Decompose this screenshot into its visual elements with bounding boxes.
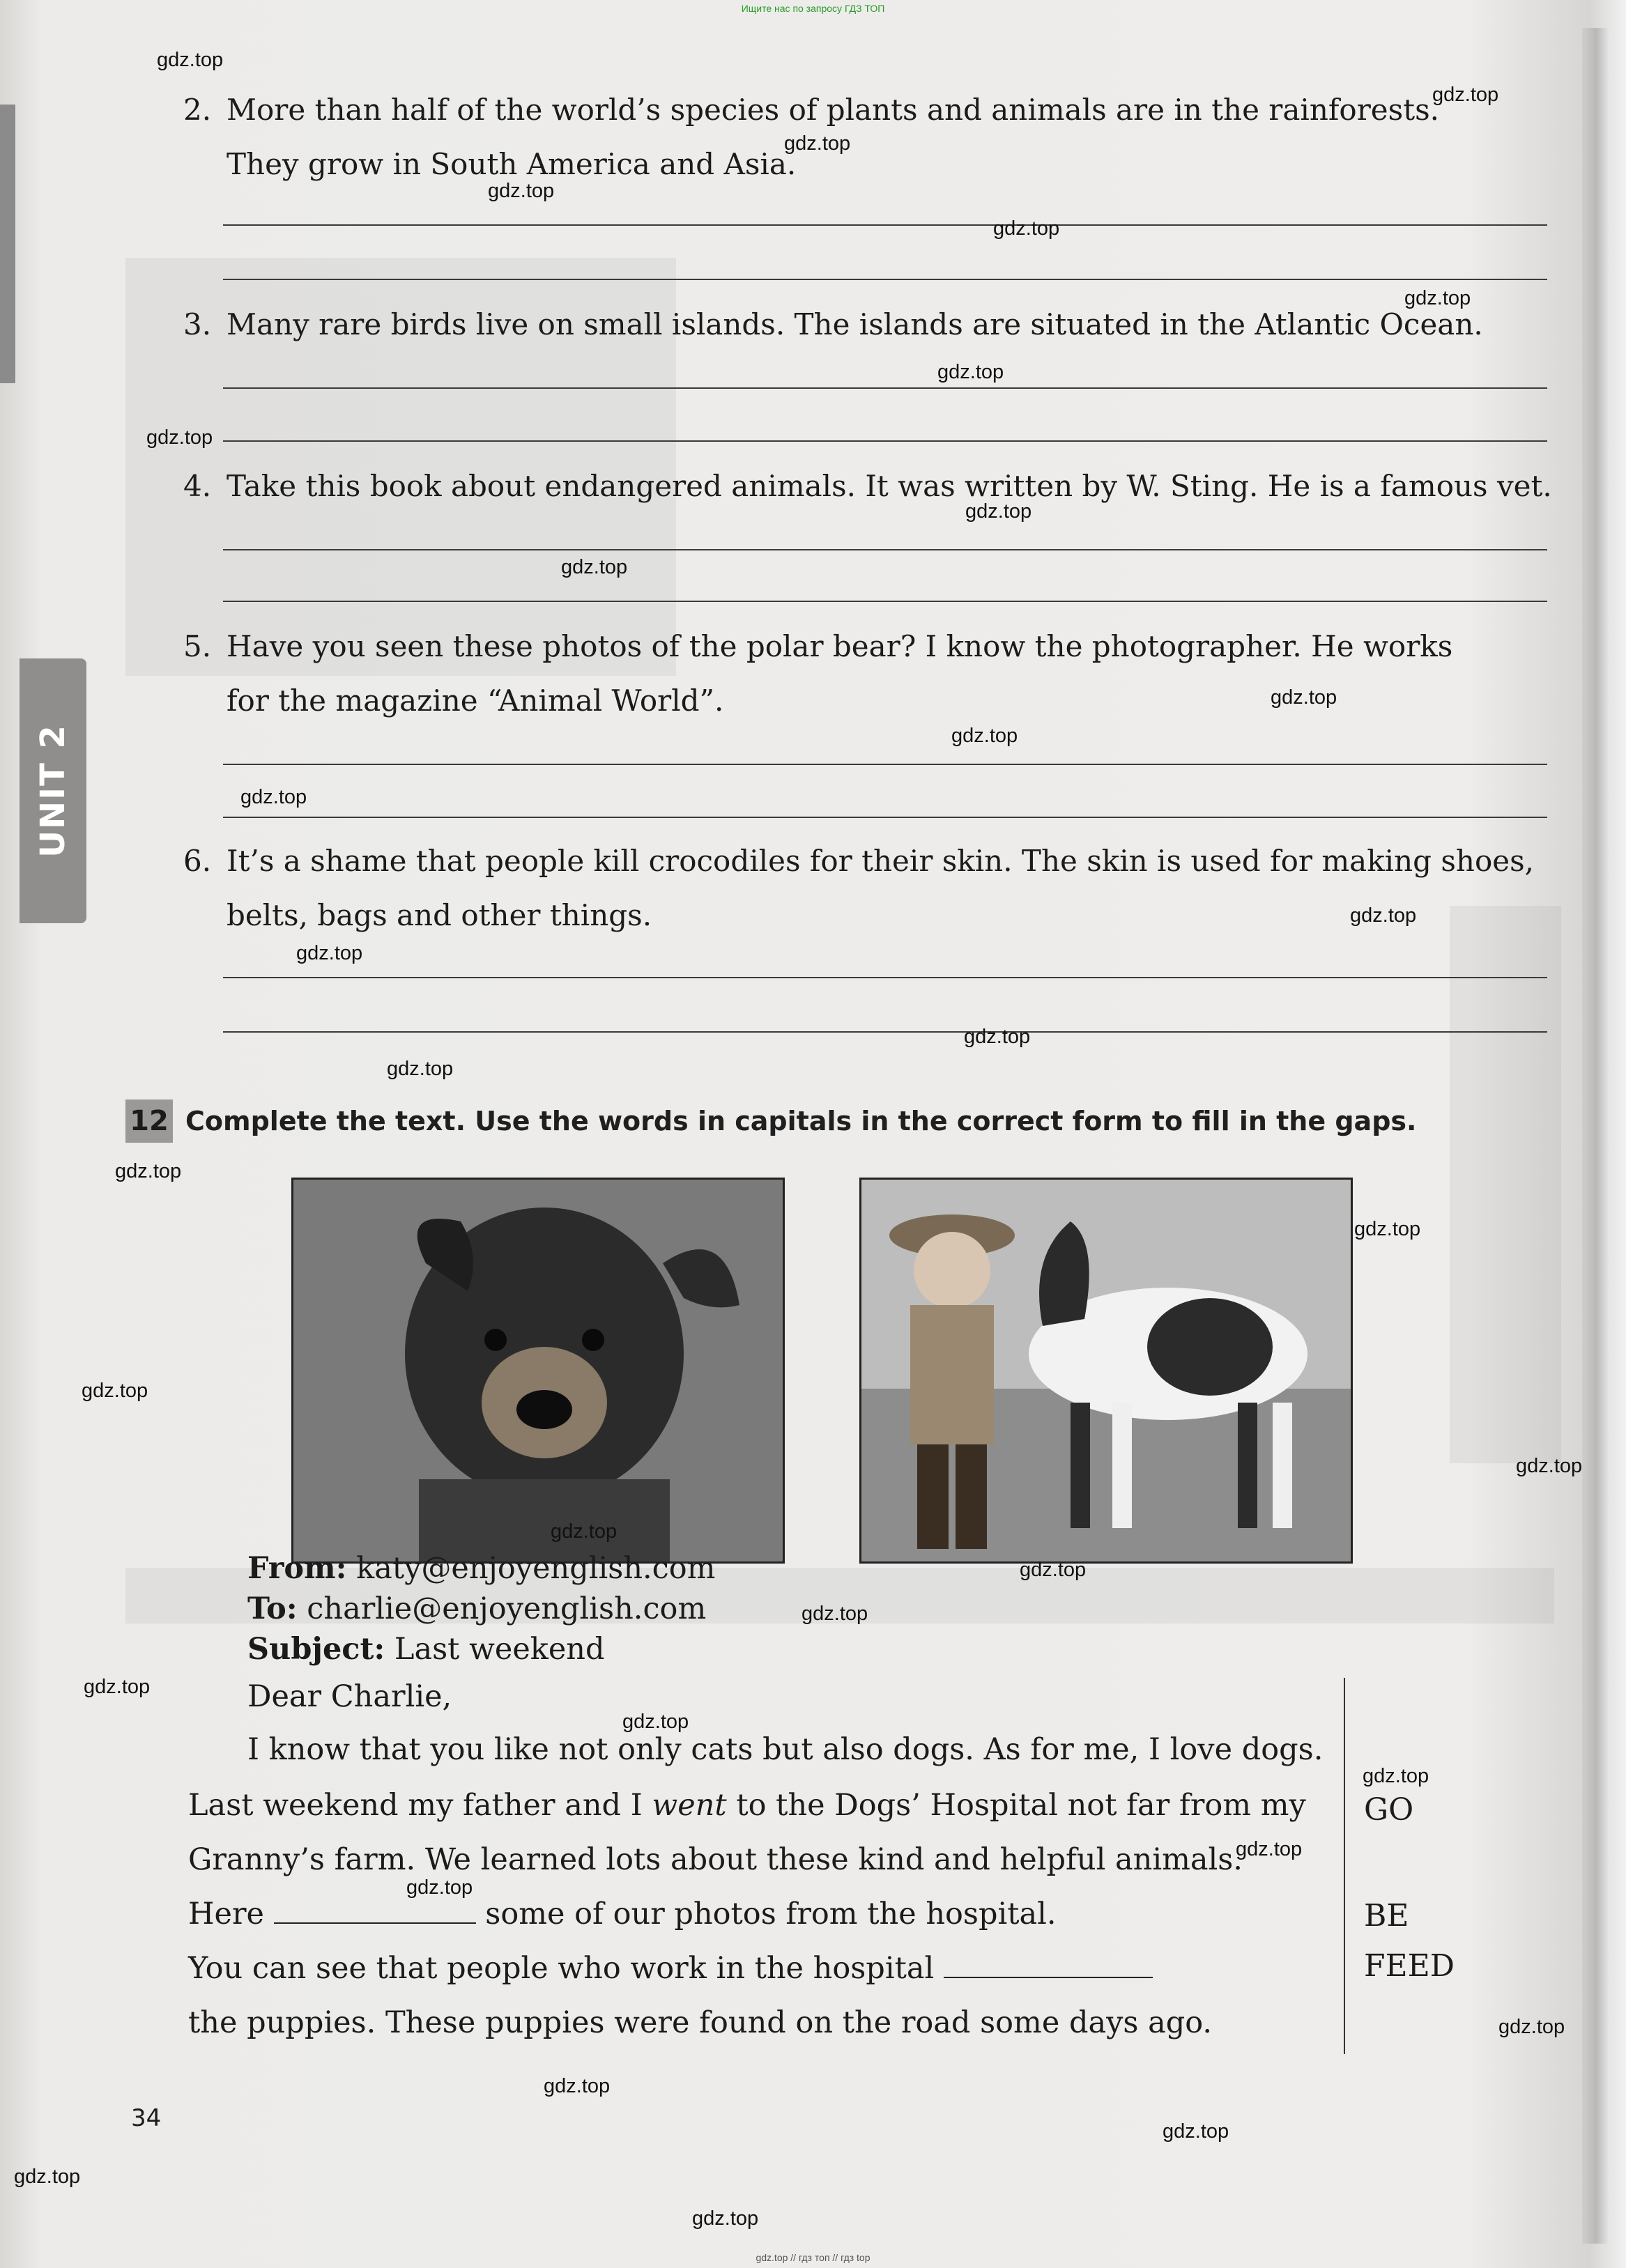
page-edge bbox=[1582, 28, 1610, 2244]
to-label: To: bbox=[247, 1591, 298, 1626]
email-from bbox=[247, 1548, 715, 1589]
answer-line[interactable] bbox=[223, 440, 1547, 442]
item-continuation: for the magazine “Animal World”. bbox=[227, 684, 724, 718]
watermark: gdz.top bbox=[1163, 2120, 1229, 2143]
text-part: You can see that people who work in the hospital bbox=[188, 1951, 935, 1986]
watermark: gdz.top bbox=[951, 725, 1018, 747]
email-line-6: the puppies. These puppies were found on the road some days ago. bbox=[188, 2005, 1213, 2040]
watermark: gdz.top bbox=[993, 217, 1060, 240]
item-text: More than half of the world’s species of plants and animals are in the rainforests. bbox=[227, 93, 1439, 127]
task-number-badge: 12 bbox=[125, 1100, 173, 1143]
item-continuation: belts, bags and other things. bbox=[227, 898, 652, 932]
from-label: From: bbox=[247, 1551, 347, 1586]
email-line-1: I know that you like not only cats but also dogs. As for me, I love dogs. bbox=[247, 1732, 1324, 1767]
fill-gap-be[interactable] bbox=[274, 1915, 476, 1924]
watermark: gdz.top bbox=[551, 1520, 618, 1543]
capital-word-be: BE bbox=[1364, 1898, 1409, 1934]
binding-spine bbox=[0, 105, 15, 383]
watermark: gdz.top bbox=[82, 1380, 148, 1402]
ghost-image bbox=[1450, 906, 1561, 1463]
puppy-illustration bbox=[293, 1180, 783, 1561]
watermark: gdz.top bbox=[157, 49, 224, 71]
watermark: gdz.top bbox=[622, 1711, 689, 1733]
answer-line[interactable] bbox=[223, 764, 1547, 765]
unit-tab-label: UNIT 2 bbox=[33, 724, 73, 858]
to-address: charlie@enjoyenglish.com bbox=[307, 1591, 707, 1626]
watermark: gdz.top bbox=[240, 786, 307, 808]
item-text: Take this book about endangered animals. It was written by W. Sting. He is a famous vet. bbox=[227, 469, 1552, 503]
watermark: gdz.top bbox=[802, 1603, 868, 1625]
watermark: gdz.top bbox=[488, 180, 555, 202]
answer-line[interactable] bbox=[223, 601, 1547, 602]
watermark: gdz.top bbox=[1271, 686, 1337, 709]
watermark: gdz.top bbox=[1236, 1838, 1303, 1860]
item-continuation: They grow in South America and Asia. bbox=[227, 147, 797, 181]
page-number: 34 bbox=[131, 2104, 162, 2132]
watermark: gdz.top bbox=[1350, 904, 1417, 927]
watermark: gdz.top bbox=[937, 361, 1004, 383]
item-text: Many rare birds live on small islands. The islands are situated in the Atlantic Ocean. bbox=[227, 307, 1483, 341]
email-line-5 bbox=[188, 1948, 1153, 1989]
answer-line[interactable] bbox=[223, 387, 1547, 389]
item-number: 4. bbox=[183, 469, 212, 503]
watermark: gdz.top bbox=[387, 1058, 454, 1080]
watermark: gdz.top bbox=[146, 426, 213, 449]
task-instruction: Complete the text. Use the words in capitals in the correct form to fill in the gaps. bbox=[185, 1106, 1417, 1136]
watermark: gdz.top bbox=[1516, 1455, 1583, 1477]
email-line-2 bbox=[188, 1785, 1306, 1826]
watermark: gdz.top bbox=[561, 556, 628, 578]
puppy-photo bbox=[291, 1178, 785, 1564]
email-to bbox=[247, 1589, 706, 1629]
unit-tab bbox=[20, 658, 86, 923]
email-line-4 bbox=[188, 1894, 1057, 1934]
from-address: katy@enjoyenglish.com bbox=[356, 1551, 716, 1586]
answer-line[interactable] bbox=[223, 817, 1547, 818]
watermark: gdz.top bbox=[784, 132, 851, 155]
watermark: gdz.top bbox=[1363, 1765, 1429, 1787]
email-greeting: Dear Charlie, bbox=[247, 1679, 452, 1714]
item-number: 2. bbox=[183, 93, 212, 127]
email-line-3: Granny’s farm. We learned lots about these kind and helpful animals. bbox=[188, 1842, 1243, 1877]
watermark: gdz.top bbox=[14, 2166, 81, 2188]
fill-gap-feed[interactable] bbox=[944, 1970, 1153, 1978]
subject-value: Last weekend bbox=[394, 1632, 605, 1667]
exercise-item-4 bbox=[183, 460, 1552, 513]
item-number: 3. bbox=[183, 307, 212, 341]
girl-and-pony-photo bbox=[859, 1178, 1353, 1564]
answer-line[interactable] bbox=[223, 279, 1547, 280]
watermark: gdz.top bbox=[84, 1676, 151, 1698]
watermark: gdz.top bbox=[406, 1876, 473, 1899]
watermark: gdz.top bbox=[544, 2075, 611, 2097]
answer-line[interactable] bbox=[223, 977, 1547, 978]
capital-word-feed: FEED bbox=[1364, 1948, 1455, 1984]
watermark: gdz.top bbox=[1432, 84, 1499, 106]
exercise-item-3 bbox=[183, 298, 1483, 351]
watermark: gdz.top bbox=[1404, 287, 1471, 309]
text-part: some of our photos from the hospital. bbox=[475, 1897, 1057, 1931]
example-answer: went bbox=[652, 1788, 727, 1823]
task-12-header bbox=[125, 1100, 1416, 1143]
email-subject bbox=[247, 1629, 605, 1669]
subject-label: Subject: bbox=[247, 1632, 385, 1667]
item-text: Have you seen these photos of the polar bear? I know the photographer. He works bbox=[227, 629, 1453, 663]
answer-line[interactable] bbox=[223, 549, 1547, 550]
exercise-item-5 bbox=[183, 620, 1452, 673]
watermark: gdz.top bbox=[964, 1026, 1031, 1048]
watermark: gdz.top bbox=[692, 2207, 759, 2230]
answer-line[interactable] bbox=[223, 1031, 1547, 1033]
exercise-item-2 bbox=[183, 84, 1439, 137]
watermark: gdz.top bbox=[1354, 1218, 1421, 1240]
answer-line[interactable] bbox=[223, 224, 1547, 226]
item-number: 5. bbox=[183, 629, 212, 663]
capitals-divider bbox=[1344, 1678, 1345, 2054]
top-banner: Ищите нас по запросу ГДЗ ТОП bbox=[741, 3, 885, 14]
text-part: Last weekend my father and I bbox=[188, 1788, 652, 1823]
girl-pony-illustration bbox=[861, 1180, 1351, 1561]
text-part: to the Dogs’ Hospital not far from my bbox=[726, 1788, 1306, 1823]
text-part: Here bbox=[188, 1897, 274, 1931]
watermark: gdz.top bbox=[1498, 2016, 1565, 2038]
watermark: gdz.top bbox=[296, 942, 363, 964]
watermark: gdz.top bbox=[965, 500, 1032, 523]
bottom-banner: gdz.top // гдз топ // гдз top bbox=[756, 2252, 870, 2263]
capital-word-go: GO bbox=[1364, 1792, 1414, 1828]
item-text: It’s a shame that people kill crocodiles for their skin. The skin is used for making shoes, bbox=[227, 844, 1535, 878]
watermark: gdz.top bbox=[1020, 1559, 1087, 1581]
item-number: 6. bbox=[183, 844, 212, 878]
watermark: gdz.top bbox=[115, 1160, 182, 1182]
exercise-item-6 bbox=[183, 835, 1534, 888]
